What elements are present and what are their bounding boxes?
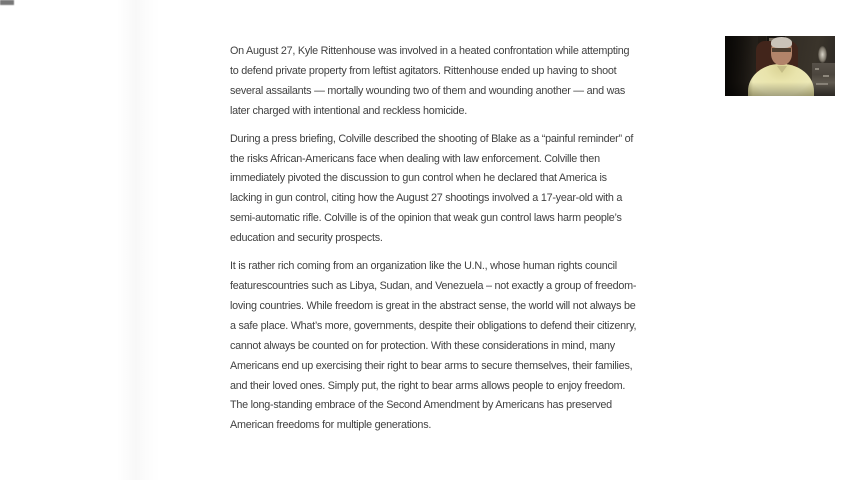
webcam-overlay bbox=[725, 36, 835, 96]
presenter-glasses bbox=[772, 48, 791, 52]
presenter-hair bbox=[771, 37, 792, 48]
article-paragraph-1: On August 27, Kyle Rittenhouse was involved in a heated confrontation while attempting to defend private property from leftist agitators. Rittenhouse ended up having to shoot several assailants — mortally wounding two of them and wounding another — and was later charged with intentional and reckless homicide. bbox=[230, 45, 630, 117]
article-text bbox=[230, 42, 640, 444]
article-paragraph-2: During a press briefing, Colville described the shooting of Blake as a “painful reminder” of the risks African-Americans face when dealing with law enforcement. Colville then immediately pivoted the discussion to gun control when he declared that America is lacking in gun control, citing how the August 27 shootings involved a 17-year-old with a semi-automatic rifle. Colville is of the opinion that weak gun control laws harm people’s education and security prospects. bbox=[230, 132, 634, 245]
corner-artifact bbox=[0, 0, 14, 5]
webcam-video bbox=[725, 36, 835, 96]
equipment-light bbox=[823, 75, 829, 77]
equipment-light bbox=[815, 68, 819, 70]
page-edge-shading bbox=[116, 0, 160, 480]
article-paragraph-3: It is rather rich coming from an organization like the U.N., whose human rights council featurescountries such as Libya, Sudan, and Venezuela – not exactly a group of freedom-loving countries. While freedom is great in the abstract sense, the world will not always be a safe place. What’s more, governments, despite their obligations to defend their citizenry, cannot always be counted on for protection. With these considerations in mind, many Americans end up exercising their right to bear arms to secure themselves, their families, and their loved ones. Simply put, the right to bear arms allows people to enjoy freedom. The long-standing embrace of the Second Amendment by Americans has preserved American freedoms for multiple generations. bbox=[230, 260, 637, 432]
webcam-shadow-bottom bbox=[725, 82, 835, 96]
lamp-glow bbox=[818, 46, 827, 63]
